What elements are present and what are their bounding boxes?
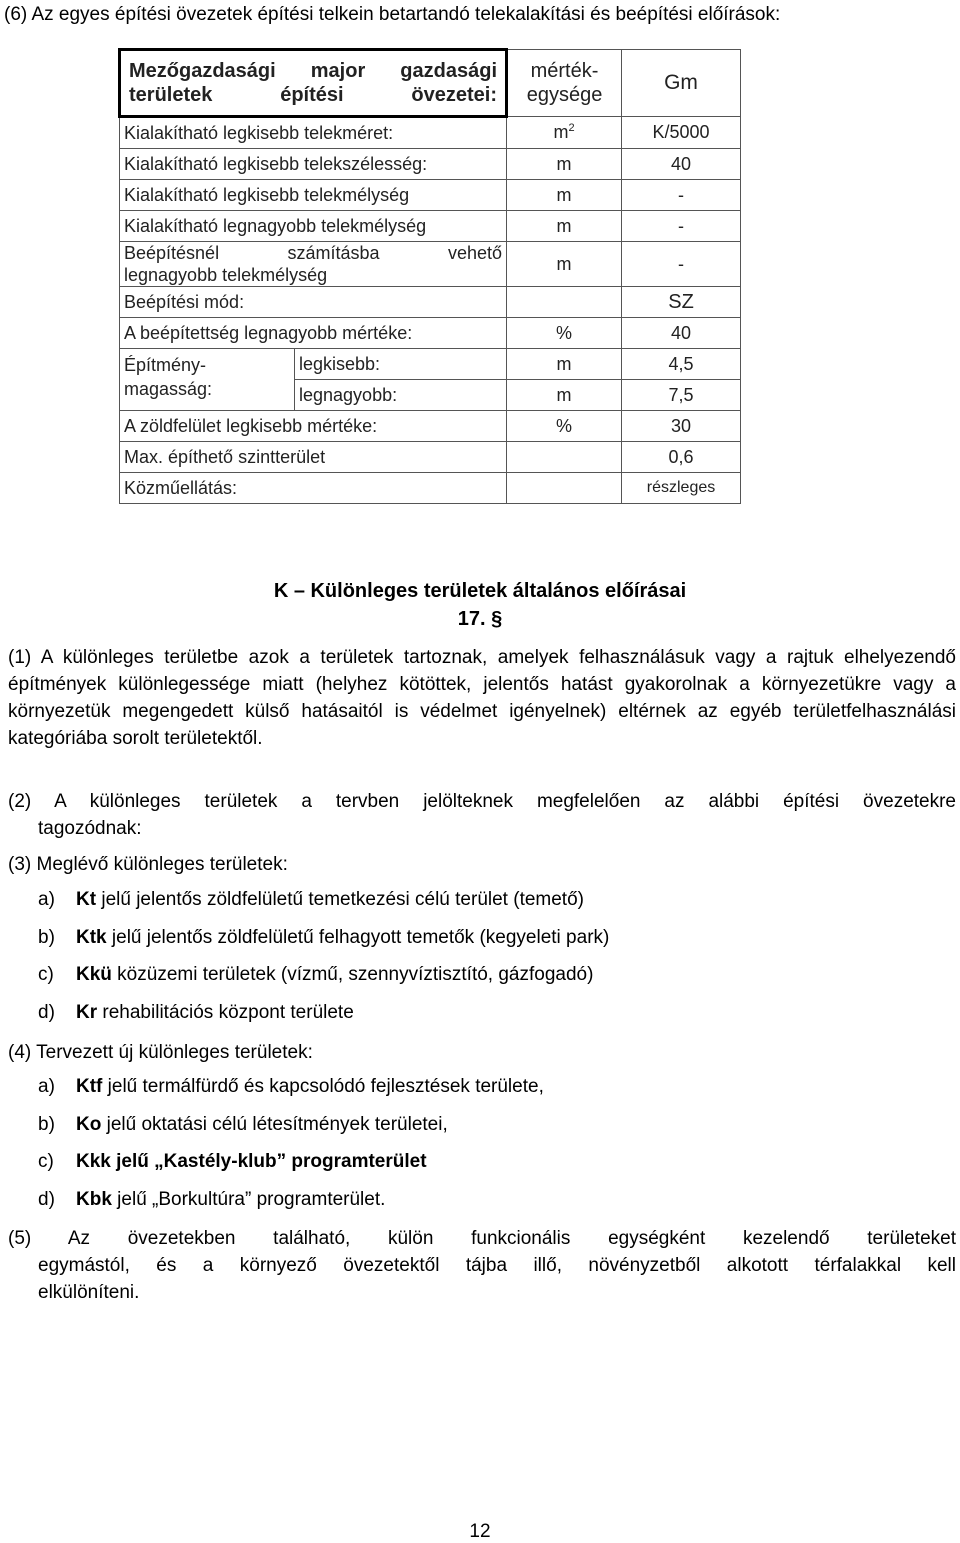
- row-label-line2: legnagyobb telekmélység: [124, 265, 328, 285]
- list-item-letter: b): [38, 1114, 55, 1135]
- list-item-code: Kkü: [76, 964, 112, 985]
- list-item: [38, 1151, 427, 1173]
- list-item-letter: a): [38, 889, 55, 910]
- paragraph-1: (1) A különleges területbe azok a területek tartoznak, amelyek felhasználásuk vagy a rajtuk elhelyezendő építmények különlegessége miatt (helyhez kötöttek, jelentős hatást gyakorolnak a környezetükre vagy a környezetük megengedett külső hatásaitól is védelmet igényelnek) eltérnek az egyéb területfelhasználási kategóriába sorolt területektől.: [8, 647, 956, 749]
- list-item-text: jelű jelentős zöldfelületű temetkezési célú terület (temető): [96, 889, 584, 910]
- section-number: 17. §: [457, 608, 503, 630]
- row-unit: m: [507, 380, 622, 411]
- row-unit: [507, 442, 622, 473]
- row-value: 30: [622, 411, 741, 442]
- list-item: [38, 964, 593, 986]
- list-item: [38, 889, 584, 911]
- list-item-letter: b): [38, 927, 55, 948]
- row-unit: [507, 287, 622, 318]
- height-group-label: [120, 349, 295, 411]
- list-item-letter: c): [38, 964, 54, 985]
- row-value: 40: [622, 149, 741, 180]
- row-label: A zöldfelület legkisebb mértéke:: [120, 411, 507, 442]
- list-item: [38, 1189, 385, 1211]
- list-item: [38, 927, 609, 949]
- row-value: -: [622, 242, 741, 287]
- row-value: 40: [622, 318, 741, 349]
- list-item-code: Ktf: [76, 1076, 103, 1097]
- row-unit: %: [507, 318, 622, 349]
- unit-header-line1: mérték-: [530, 60, 599, 82]
- list-item-text: jelű „Borkultúra” programterület.: [111, 1189, 386, 1210]
- list-item-letter: a): [38, 1076, 55, 1097]
- row-unit: m: [507, 349, 622, 380]
- table-title-line2: területek építési övezetei:: [129, 84, 498, 106]
- row-value: -: [622, 180, 741, 211]
- list-item-code: Kbk: [76, 1189, 112, 1210]
- list-item-letter: d): [38, 1189, 55, 1210]
- section-title: K – Különleges területek általános előírásai: [273, 580, 687, 602]
- table-row: [120, 287, 741, 318]
- list-item-code: Ko: [76, 1114, 102, 1135]
- paragraph-2-line2: tagozódnak:: [38, 818, 142, 839]
- row-unit: m: [507, 149, 622, 180]
- row-label: Max. építhető szintterület: [120, 442, 507, 473]
- row-unit: %: [507, 411, 622, 442]
- table-title-line1: Mezőgazdasági major gazdasági: [129, 60, 498, 82]
- row-unit: m: [507, 242, 622, 287]
- table-row: [120, 117, 741, 149]
- row-label: Kialakítható legkisebb telekmélység: [120, 180, 507, 211]
- row-label: legnagyobb:: [295, 380, 507, 411]
- row-value: -: [622, 211, 741, 242]
- row-unit: [507, 117, 622, 149]
- zone-code-cell: Gm: [622, 50, 741, 117]
- table-row: [120, 180, 741, 211]
- paragraph-2-line1: (2) A különleges területek a tervben jelölteknek megfelelően az alábbi építési övezetekre: [8, 791, 956, 812]
- list-item-code: Kr: [76, 1002, 98, 1023]
- list-item-code: Ktk: [76, 927, 107, 948]
- unit-superscript: 2: [568, 122, 575, 134]
- paragraph-5-line1: (5) Az övezetekben található, külön funkcionális egységként kezelendő területeket: [8, 1228, 956, 1249]
- row-label: Kialakítható legkisebb telekméret:: [120, 117, 507, 149]
- list-item-letter: d): [38, 1002, 55, 1023]
- row-value: 4,5: [622, 349, 741, 380]
- list-item: [38, 1002, 354, 1024]
- list-item-code: Kt: [76, 889, 97, 910]
- height-label-line2: magasság:: [124, 379, 213, 399]
- table-header-row: [120, 50, 741, 117]
- row-value: 0,6: [622, 442, 741, 473]
- table-row: [120, 349, 741, 380]
- list-item-text: jelű oktatási célú létesítmények területei,: [101, 1114, 448, 1135]
- row-value: részleges: [622, 473, 741, 504]
- row-label: [120, 242, 507, 287]
- row-unit: m: [507, 180, 622, 211]
- list-item-code: Kkk jelű „Kastély-klub” programterület: [76, 1151, 427, 1172]
- row-label: A beépítettség legnagyobb mértéke:: [120, 318, 507, 349]
- row-unit: [507, 473, 622, 504]
- table-row: [120, 318, 741, 349]
- page-number: 12: [469, 1521, 491, 1542]
- list-item: [38, 1114, 448, 1136]
- row-label-line1: Beépítésnél számításba vehető: [124, 243, 503, 263]
- row-label: legkisebb:: [295, 349, 507, 380]
- row-label: Kialakítható legkisebb telekszélesség:: [120, 149, 507, 180]
- paragraph-5-line2: egymástól, és a környező övezetektől tájba illő, növényzetből alkotott térfalakkal kell: [38, 1255, 956, 1276]
- table-row: [120, 411, 741, 442]
- table-title-cell: [120, 50, 507, 117]
- row-unit: m: [507, 211, 622, 242]
- paragraph-4: (4) Tervezett új különleges területek:: [8, 1042, 313, 1063]
- unit-header-cell: [507, 50, 622, 117]
- list-item-text: jelű jelentős zöldfelületű felhagyott temetők (kegyeleti park): [106, 927, 610, 948]
- row-label: Kialakítható legnagyobb telekmélység: [120, 211, 507, 242]
- row-label: Beépítési mód:: [120, 287, 507, 318]
- row-label: Közműellátás:: [120, 473, 507, 504]
- table-row: [120, 473, 741, 504]
- table-row: [120, 149, 741, 180]
- row-value: SZ: [622, 287, 741, 318]
- list-item-text: közüzemi területek (vízmű, szennyvíztisztító, gázfogadó): [111, 964, 594, 985]
- list-item-text: jelű termálfürdő és kapcsolódó fejlesztések területe,: [102, 1076, 544, 1097]
- list-item-letter: c): [38, 1151, 54, 1172]
- table-row: [120, 442, 741, 473]
- paragraph-5-line3: elkülöníteni.: [38, 1282, 140, 1303]
- table-row: [120, 211, 741, 242]
- zone-parameters-table: [118, 48, 741, 504]
- row-value: 7,5: [622, 380, 741, 411]
- intro-text: (6) Az egyes építési övezetek építési telkein betartandó telekalakítási és beépítési előírások:: [4, 4, 781, 25]
- table-row: [120, 242, 741, 287]
- paragraph-3: (3) Meglévő különleges területek:: [8, 854, 288, 875]
- list-item-text: rehabilitációs központ területe: [97, 1002, 354, 1023]
- unit-text: m: [553, 122, 569, 142]
- list-item: [38, 1076, 544, 1098]
- row-value: K/5000: [622, 117, 741, 149]
- unit-header-line2: egysége: [526, 84, 603, 106]
- height-label-line1: Építmény-: [124, 355, 207, 375]
